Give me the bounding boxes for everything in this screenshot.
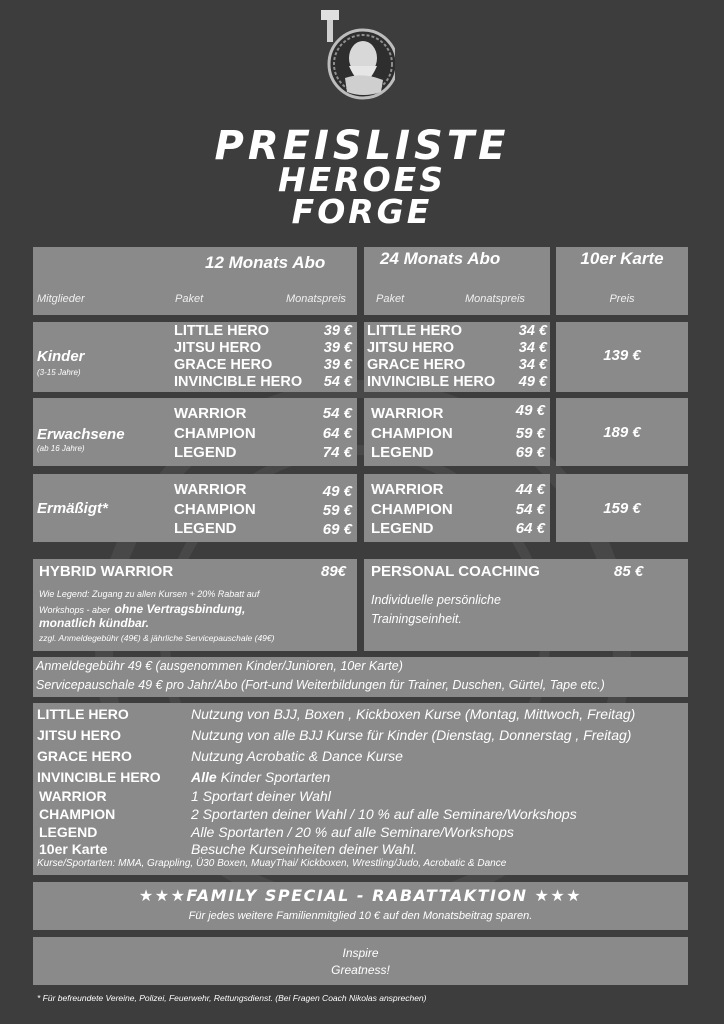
row-ermaessigt-12: [33, 474, 357, 542]
hybrid-bold-1: ohne Vertragsbindung,: [114, 602, 246, 616]
feature-name: WARRIOR: [39, 788, 107, 804]
kinder-12-pkg-1: LITTLE HERO: [174, 323, 270, 339]
feature-desc: Nutzung Acrobatic & Dance Kurse: [191, 748, 403, 764]
family-special-desc: Für jedes weitere Familienmitglied 10 € auf den Monatsbeitrag sparen.: [188, 910, 533, 922]
family-special-box: [33, 882, 688, 930]
coaching-price: 85 €: [614, 563, 644, 580]
ermaessigt-12-pkg-3: LEGEND: [174, 520, 237, 537]
erwachsene-24-price-3: 69 €: [515, 444, 545, 461]
slogan-line-2: Greatness!: [331, 963, 390, 977]
footnote: * Für befreundete Vereine, Polizei, Feuerwehr, Rettungsdienst. (Bei Fragen Coach Nikolas ansprechen): [37, 993, 427, 1003]
col-mitglieder: Mitglieder: [37, 293, 85, 305]
erwachsene-24-pkg-3: LEGEND: [371, 444, 434, 461]
row-erwachsene-24: [364, 398, 550, 466]
hybrid-legend-text: Wie Legend: Zugang zu allen Kursen + 20% Rabatt auf: [39, 589, 260, 599]
erwachsene-24-pkg-1: WARRIOR: [371, 405, 444, 422]
ermaessigt-12-pkg-1: WARRIOR: [174, 481, 247, 498]
feature-name: INVINCIBLE HERO: [37, 769, 161, 785]
ermaessigt-24-pkg-3: LEGEND: [371, 520, 434, 537]
col-paket-24: Paket: [376, 293, 405, 305]
ermaessigt-12-pkg-2: CHAMPION: [174, 500, 256, 518]
feature-desc: 1 Sportart deiner Wahl: [191, 788, 331, 804]
header-24-monats: [364, 247, 550, 315]
feature-desc: Nutzung von BJJ, Boxen , Kickboxen Kurse (Montag, Mittwoch, Freitag): [191, 706, 636, 722]
ermaessigt-24-price-3: 64 €: [515, 520, 545, 537]
page-subtitle-heroes: HEROES: [278, 160, 446, 199]
col-preis: Preis: [609, 293, 635, 305]
hybrid-workshops-text: Workshops - aber: [39, 605, 111, 615]
erwachsene-10er-price: 189 €: [603, 424, 641, 441]
ermaessigt-12-price-2: 59 €: [322, 502, 352, 519]
erwachsene-12-price-2: 64 €: [322, 424, 352, 442]
kinder-24-pkg-1: LITTLE HERO: [367, 323, 463, 339]
feature-desc: Alle Sportarten / 20 % auf alle Seminare/Workshops: [191, 824, 514, 840]
hybrid-price: 89€: [321, 563, 347, 580]
kinder-12-pkg-3: GRACE HERO: [174, 357, 273, 373]
ermaessigt-24-price-1: 44 €: [515, 481, 545, 498]
servicepauschale-text: Servicepauschale 49 € pro Jahr/Abo (Fort-und Weiterbildungen für Trainer, Duschen, Gürtel, Tape etc.): [36, 678, 605, 692]
erwachsene-24-price-2: 59 €: [515, 424, 545, 442]
ermaessigt-10er-price: 159 €: [603, 500, 641, 517]
ermaessigt-12-price-3: 69 €: [322, 521, 352, 538]
row-ermaessigt-24: [364, 474, 550, 542]
kinder-age: (3-15 Jahre): [37, 368, 81, 377]
erwachsene-24-price-1: 49 €: [515, 402, 545, 419]
ermaessigt-24-pkg-1: WARRIOR: [371, 481, 444, 498]
feature-desc: Nutzung von alle BJJ Kurse für Kinder (Dienstag, Donnerstag , Freitag): [191, 727, 632, 743]
anmeldegebuehr-text: Anmeldegebühr 49 € (ausgenommen Kinder/Junioren, 10er Karte): [36, 659, 403, 673]
kinder-12-price-4: 54 €: [323, 374, 352, 390]
col-monatspreis-12: Monatspreis: [286, 293, 346, 305]
erwachsene-12-pkg-1: WARRIOR: [174, 405, 247, 422]
kinder-24-price-2: 34 €: [518, 340, 547, 356]
col-paket-12: Paket: [175, 293, 204, 305]
page-subtitle-forge: FORGE: [291, 192, 433, 231]
col-10er-title: 10er Karte: [580, 249, 664, 268]
kinder-24-pkg-3: GRACE HERO: [367, 357, 466, 373]
feature-desc: 2 Sportarten deiner Wahl / 10 % auf alle Seminare/Workshops: [191, 806, 577, 822]
kinder-label: Kinder: [37, 348, 85, 365]
hybrid-title: HYBRID WARRIOR: [39, 563, 174, 580]
feature-name: CHAMPION: [39, 806, 116, 822]
personal-coaching-box: [364, 559, 688, 651]
ermaessigt-24-pkg-2: CHAMPION: [371, 500, 453, 518]
feature-name: 10er Karte: [39, 841, 108, 857]
col-24-monats-title: 24 Monats Abo: [380, 249, 501, 268]
feature-name: GRACE HERO: [37, 748, 132, 764]
hybrid-warrior-box: [33, 559, 357, 651]
logo: [315, 8, 395, 108]
kinder-24-pkg-2: JITSU HERO: [367, 340, 455, 356]
kinder-12-pkg-4: INVINCIBLE HERO: [174, 374, 303, 390]
kinder-12-pkg-2: JITSU HERO: [174, 340, 262, 356]
erwachsene-12-pkg-2: CHAMPION: [174, 424, 256, 442]
kinder-12-price-2: 39 €: [323, 340, 352, 356]
kinder-12-price-3: 39 €: [323, 357, 352, 373]
kurse-list: Kurse/Sportarten: MMA, Grappling, Ü30 Boxen, MuayThai/ Kickboxen, Wrestling/Judo, Acrobatic & Dance: [37, 858, 507, 869]
ermaessigt-label: Ermäßigt*: [37, 500, 108, 517]
coaching-desc-2: Trainingseinheit.: [371, 612, 462, 626]
row-erwachsene-12: [33, 398, 357, 466]
erwachsene-12-pkg-3: LEGEND: [174, 444, 237, 461]
header-12-monats: [33, 247, 357, 315]
feature-desc-bold: Alle: [191, 769, 217, 785]
fees-box: [33, 657, 688, 697]
row-kinder-12: [33, 322, 357, 392]
kinder-24-pkg-4: INVINCIBLE HERO: [367, 374, 496, 390]
header-10er-karte: [556, 247, 688, 315]
row-kinder-24: [364, 322, 550, 392]
ermaessigt-24-price-2: 54 €: [515, 500, 545, 518]
feature-name: JITSU HERO: [37, 727, 122, 743]
family-special-title: ★★★FAMILY SPECIAL - RABATTAKTION ★★★: [138, 886, 583, 905]
row-erwachsene-10er: [556, 398, 688, 466]
hybrid-fees-text: zzgl. Anmeldegebühr (49€) & jährliche Servicepauschale (49€): [39, 633, 275, 643]
hybrid-bold-2: monatlich kündbar.: [39, 616, 150, 630]
kinder-24-price-3: 34 €: [518, 357, 547, 373]
kinder-24-price-4: 49 €: [518, 374, 547, 390]
kinder-10er-price: 139 €: [603, 347, 641, 364]
hephaestus-hammer-icon: [315, 8, 395, 108]
coaching-title: PERSONAL COACHING: [371, 563, 540, 580]
feature-name: LITTLE HERO: [37, 706, 129, 722]
erwachsene-24-pkg-2: CHAMPION: [371, 424, 453, 442]
row-ermaessigt-10er: [556, 474, 688, 542]
feature-desc: Kinder Sportarten: [216, 769, 331, 785]
erwachsene-label: Erwachsene: [37, 426, 125, 443]
erwachsene-age: (ab 16 Jahre): [37, 444, 85, 453]
ermaessigt-12-price-1: 49 €: [322, 483, 352, 500]
slogan-box: [33, 937, 688, 985]
row-kinder-10er: [556, 322, 688, 392]
kinder-12-price-1: 39 €: [323, 323, 352, 339]
erwachsene-12-price-3: 74 €: [322, 444, 352, 461]
col-monatspreis-24: Monatspreis: [465, 293, 525, 305]
feature-name: LEGEND: [39, 824, 98, 840]
col-12-monats-title: 12 Monats Abo: [205, 253, 326, 272]
feature-desc: Besuche Kurseinheiten deiner Wahl.: [191, 841, 418, 857]
erwachsene-12-price-1: 54 €: [322, 405, 352, 422]
coaching-desc-1: Individuelle persönliche: [371, 593, 501, 607]
slogan-line-1: Inspire: [342, 946, 379, 960]
kinder-24-price-1: 34 €: [518, 323, 547, 339]
page-title: PREISLISTE: [214, 123, 510, 169]
